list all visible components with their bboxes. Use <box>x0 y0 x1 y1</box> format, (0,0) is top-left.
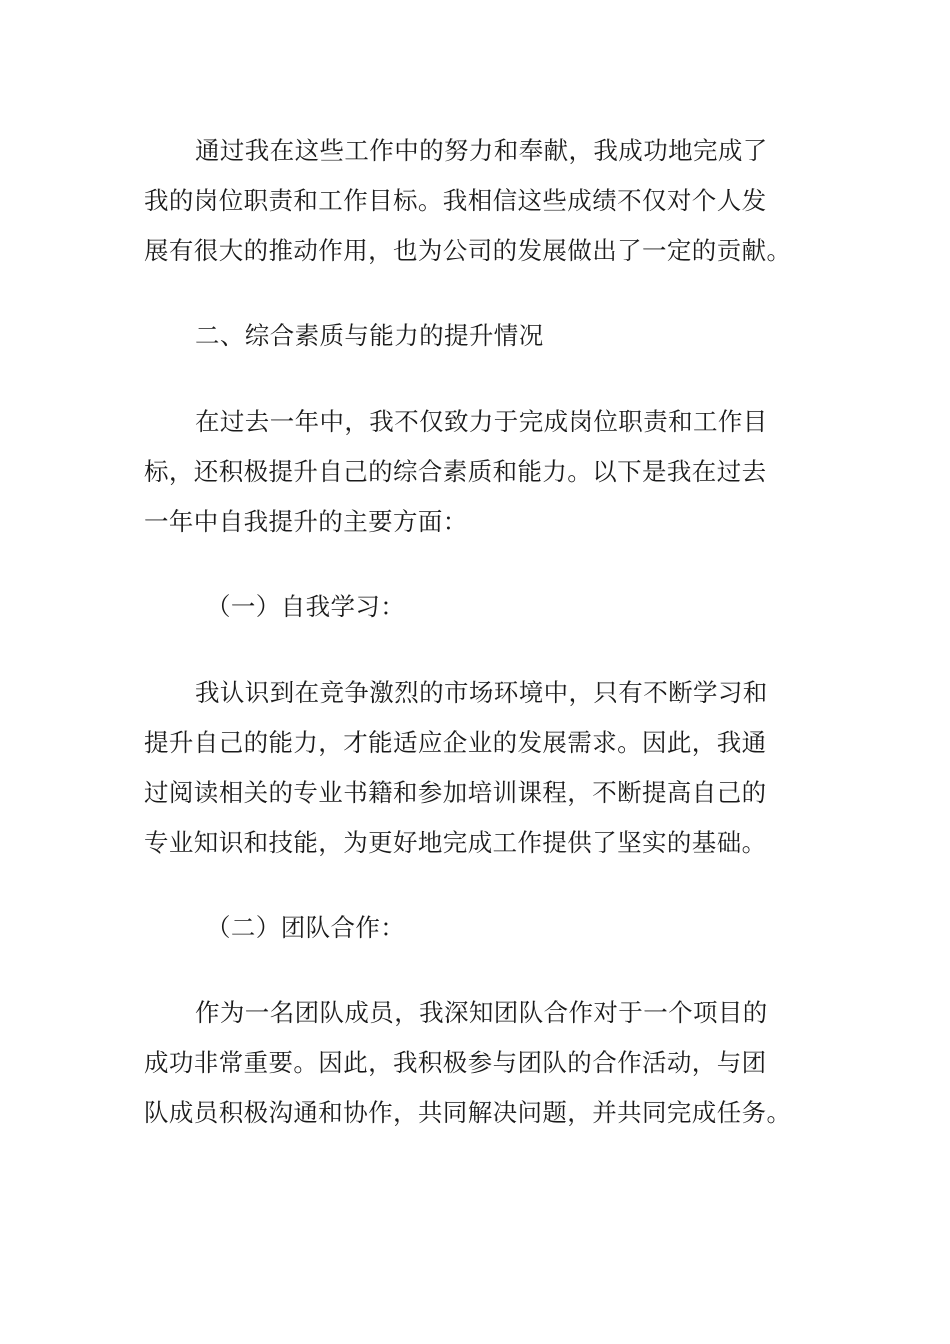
paragraph-line: 一年中自我提升的主要方面： <box>144 507 468 536</box>
paragraph-line: 我认识到在竞争激烈的市场环境中，只有不断学习和 <box>195 678 768 707</box>
paragraph-line: 提升自己的能力，才能适应企业的发展需求。因此，我通 <box>144 728 767 757</box>
section-heading-qualities <box>144 311 794 361</box>
paragraph-self-improvement-intro <box>144 397 794 547</box>
paragraph-achievements <box>144 126 794 276</box>
paragraph-line: 队成员积极沟通和协作，共同解决问题，并共同完成任务。 <box>144 1098 792 1127</box>
paragraph-line: 标，还积极提升自己的综合素质和能力。以下是我在过去 <box>144 457 767 486</box>
paragraph-line: 成功非常重要。因此，我积极参与团队的合作活动，与团 <box>144 1048 767 1077</box>
subheading-self-learning <box>144 582 794 632</box>
subheading-teamwork <box>144 903 794 953</box>
paragraph-line: 展有很大的推动作用，也为公司的发展做出了一定的贡献。 <box>144 236 792 265</box>
paragraph-line: 通过我在这些工作中的努力和奉献，我成功地完成了 <box>195 136 768 165</box>
paragraph-self-learning <box>144 668 794 868</box>
heading-line: （二）团队合作： <box>206 913 406 942</box>
paragraph-teamwork <box>144 988 794 1138</box>
heading-line: 二、综合素质与能力的提升情况 <box>195 321 544 350</box>
paragraph-line: 过阅读相关的专业书籍和参加培训课程，不断提高自己的 <box>144 778 767 807</box>
paragraph-line: 专业知识和技能，为更好地完成工作提供了坚实的基础。 <box>144 828 767 857</box>
paragraph-line: 我的岗位职责和工作目标。我相信这些成绩不仅对个人发 <box>144 186 767 215</box>
paragraph-line: 作为一名团队成员，我深知团队合作对于一个项目的 <box>195 998 768 1027</box>
heading-line: （一）自我学习： <box>206 592 406 621</box>
paragraph-line: 在过去一年中，我不仅致力于完成岗位职责和工作目 <box>195 407 768 436</box>
